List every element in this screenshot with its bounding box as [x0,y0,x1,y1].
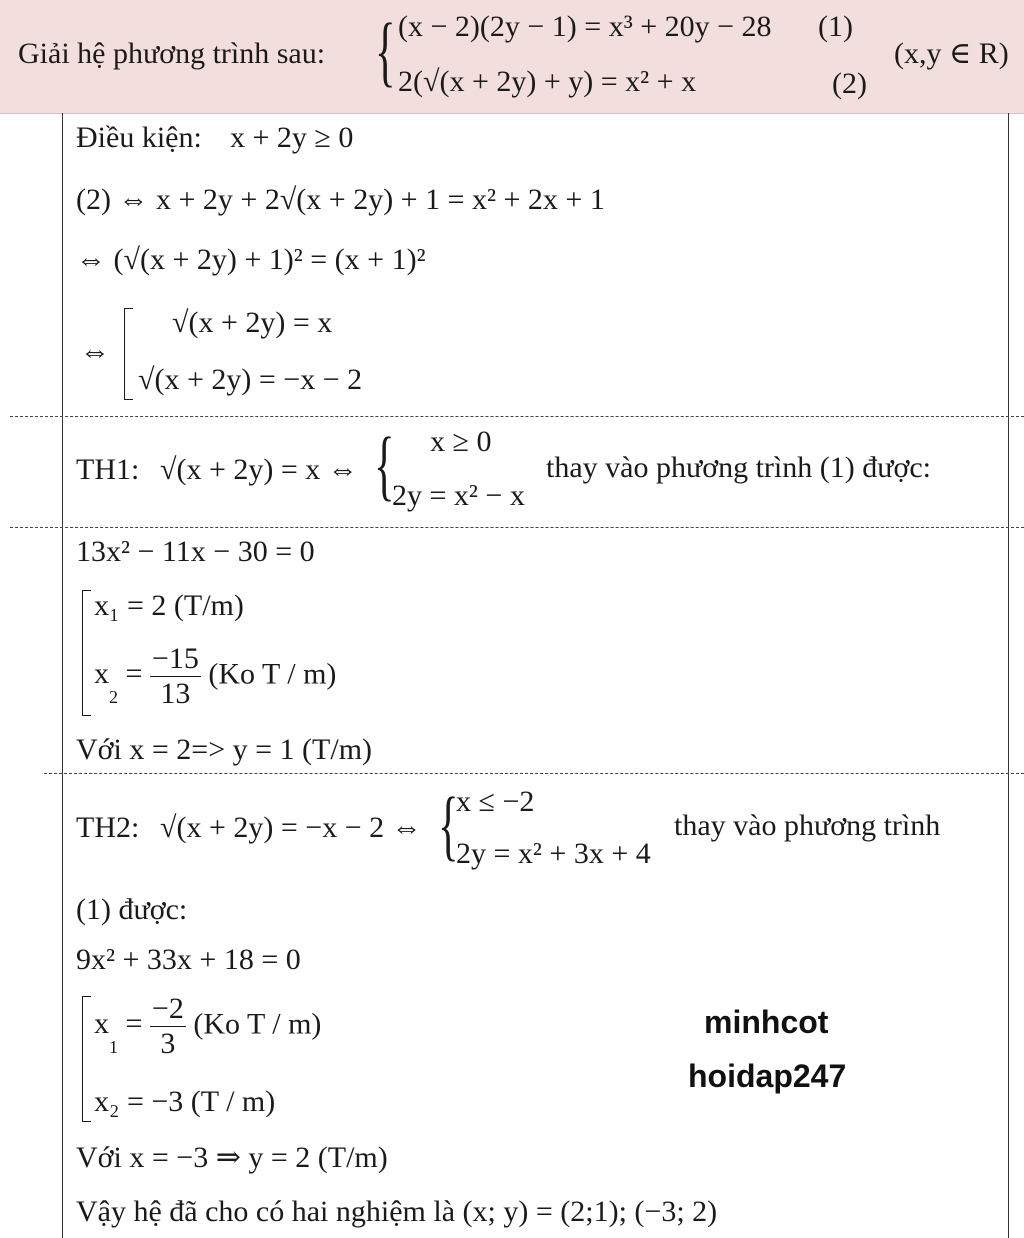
case-1-result: Với x = 2=> y = 1 (T/m) [76,733,373,766]
table-left-border [62,113,63,1238]
equation-2: 2(√(x + 2y) + y) = x² + x [398,65,697,98]
case-2-tail: thay vào phương trình [674,809,941,842]
fraction-denominator: 13 [160,677,191,710]
fraction-denominator: 3 [160,1027,176,1060]
fraction-numerator: −2 [151,992,184,1025]
case-2-quadratic: 9x² + 33x + 18 = 0 [76,943,301,976]
watermark-site: hoidap247 [688,1058,847,1094]
table-right-border [1008,113,1009,1238]
condition-label: Điều kiện: [76,121,202,154]
case-2-roots-bracket [82,996,91,1122]
conclusion: Vậy hệ đã cho có hai nghiệm là (x; y) = (2;1); (−3; 2) [76,1195,718,1228]
equation-2-tag: (2) [832,67,867,100]
case-1-equation: √(x + 2y) = x ⇔ [160,453,358,486]
step-2: ⇔ (√(x + 2y) + 1)² = (x + 1)² [76,243,426,276]
problem-lead: Giải hệ phương trình sau: [18,37,326,70]
row-divider [44,773,1024,774]
case-2-root-1: $x_1$ = $\frac{-2}{3}$ (Ko T / m) [94,992,322,1060]
case-2-label: TH2: [76,811,140,844]
step-3b: √(x + 2y) = −x − 2 [138,363,363,396]
case-2-condition-b: 2y = x² + 3x + 4 [456,837,651,870]
system-brace: { [375,7,396,94]
case-1-label: TH1: [76,453,140,486]
row-divider [10,527,1024,528]
case-2-root-2: x₂ = −3 (T / m) [94,1085,276,1118]
case-2-result: Với x = −3 ⇒ y = 2 (T/m) [76,1141,388,1174]
row-divider [10,416,1024,417]
case-1-tail: thay vào phương trình (1) được: [546,451,932,484]
watermark-user: minhcot [704,1004,829,1040]
case-2-condition-a: x ≤ −2 [456,785,535,818]
case-2-tail-continued: (1) được: [76,893,188,926]
case-2-root-1-note: (Ko T / m) [193,1007,322,1041]
equivalence-symbol: ⇔ [80,335,110,368]
step-1: (2) ⇔ x + 2y + 2√(x + 2y) + 1 = x² + 2x + 1 [76,183,605,216]
case-1-brace: { [374,421,395,508]
case-1-roots-bracket [82,590,91,716]
condition: x + 2y ≥ 0 [230,121,354,154]
case-1-root-1: x₁ = 2 (T/m) [94,589,244,622]
step-3a: √(x + 2y) = x [172,306,333,339]
case-2-equation: √(x + 2y) = −x − 2 ⇔ [160,811,422,844]
domain-note: (x,y ∈ R) [894,37,1009,70]
case-1-root-2-note: (Ko T / m) [208,657,337,691]
case-1-condition-b: 2y = x² − x [392,479,525,512]
equation-1: (x − 2)(2y − 1) = x³ + 20y − 28 [398,10,772,43]
case-1-root-2: $x_2$ = $\frac{-15}{13}$ (Ko T / m) [94,642,337,710]
case-2-brace: { [438,781,459,868]
equation-1-tag: (1) [818,10,853,43]
case-1-quadratic: 13x² − 11x − 30 = 0 [76,535,315,568]
case-1-condition-a: x ≥ 0 [430,425,492,458]
case-bracket [124,308,133,400]
fraction-numerator: −15 [151,642,199,675]
